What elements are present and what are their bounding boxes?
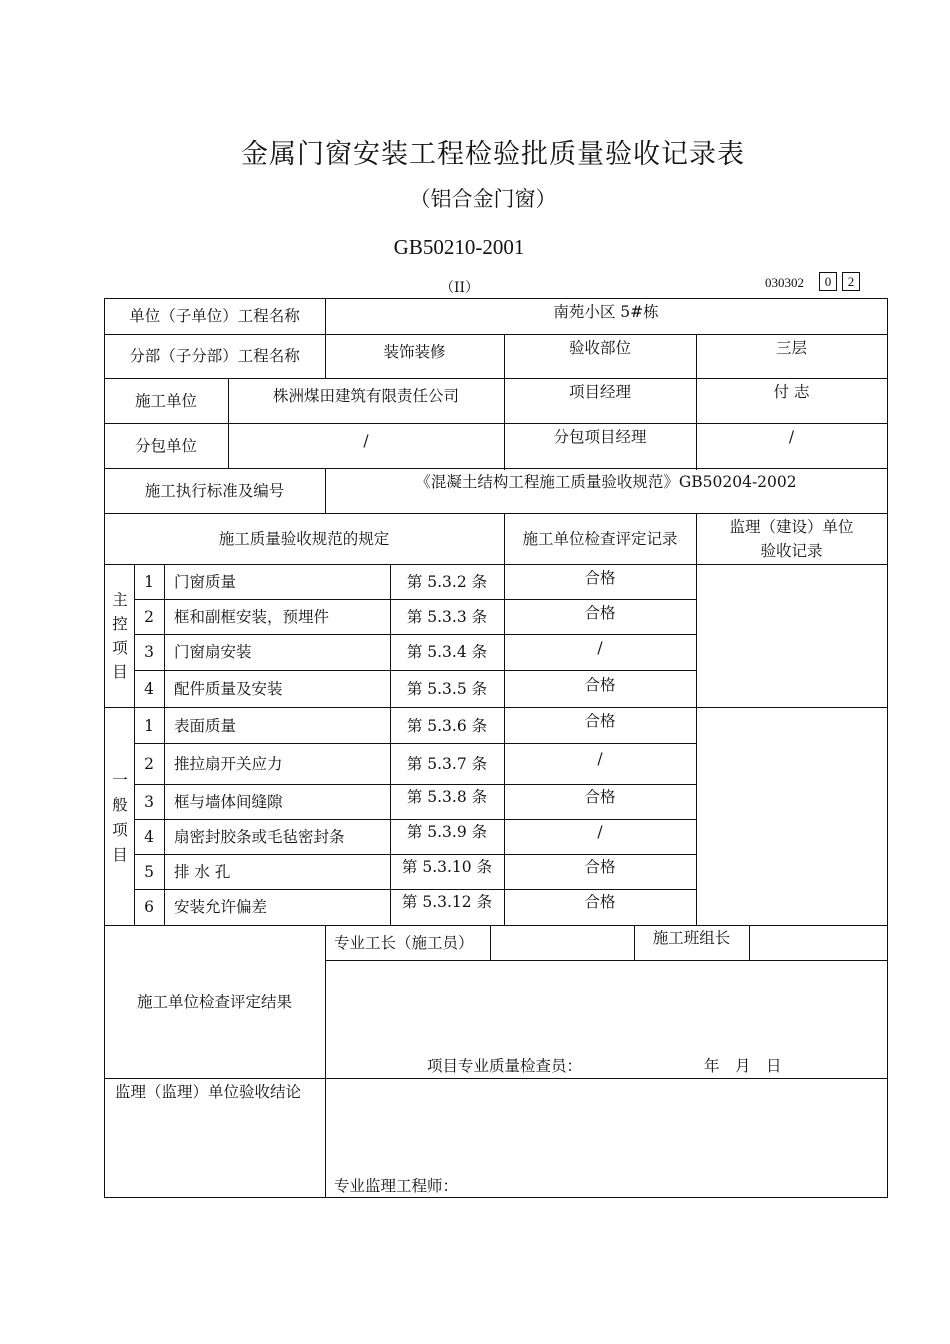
- form-number: 030302: [765, 275, 804, 290]
- item-number: 3: [144, 793, 154, 811]
- division-project-label: 分部（子分部）工程名称: [129, 347, 300, 365]
- check-record-header: 施工单位检查评定记录: [522, 530, 678, 548]
- item-clause: 第 5.3.10 条: [401, 858, 493, 876]
- team-leader-label: 施工班组长: [652, 929, 731, 947]
- section-number: （II）: [440, 280, 480, 296]
- general-group-char-3: 项: [112, 821, 128, 839]
- item-result: /: [597, 639, 603, 657]
- main-group-char-1: 主: [112, 591, 128, 609]
- check-result-label: 施工单位检查评定结果: [136, 993, 292, 1011]
- inspection-part-label: 验收部位: [568, 339, 631, 357]
- item-number: 5: [144, 863, 154, 881]
- item-name: 门窗质量: [174, 573, 237, 591]
- item-clause: 第 5.3.7 条: [406, 755, 488, 773]
- sub-manager-label: 分包项目经理: [553, 428, 647, 446]
- item-name: 排 水 孔: [174, 863, 231, 881]
- item-clause: 第 5.3.4 条: [406, 643, 488, 661]
- spec-header: 施工质量验收规范的规定: [218, 530, 390, 548]
- document-subtitle: （铝合金门窗）: [409, 187, 557, 211]
- subcontractor-value: /: [363, 432, 369, 450]
- item-result: 合格: [584, 788, 616, 806]
- item-result: 合格: [584, 569, 616, 587]
- main-group-char-4: 目: [112, 663, 128, 681]
- inspection-part-value: 三层: [775, 339, 807, 357]
- item-clause: 第 5.3.3 条: [406, 608, 488, 626]
- general-group-char-2: 般: [112, 796, 128, 814]
- item-number: 4: [144, 680, 154, 698]
- exec-standard-label: 施工执行标准及编号: [144, 482, 285, 500]
- contractor-label: 施工单位: [134, 392, 197, 410]
- sub-manager-value: /: [788, 428, 795, 446]
- item-name: 配件质量及安装: [174, 680, 283, 698]
- unit-project-value: 南苑小区 5#栋: [553, 303, 659, 321]
- item-number: 1: [144, 717, 154, 735]
- item-name: 表面质量: [174, 717, 237, 735]
- supervision-header-line1: 监理（建设）单位: [729, 518, 854, 536]
- item-name: 推拉扇开关应力: [174, 755, 283, 773]
- item-name: 扇密封胶条或毛毡密封条: [174, 828, 345, 846]
- item-number: 1: [144, 573, 154, 591]
- item-result: 合格: [584, 604, 616, 622]
- item-result: 合格: [584, 712, 616, 730]
- item-result: 合格: [584, 676, 616, 694]
- main-group-char-2: 控: [112, 615, 128, 633]
- item-clause: 第 5.3.6 条: [406, 717, 488, 735]
- item-clause: 第 5.3.2 条: [406, 573, 488, 591]
- general-group-char-1: 一: [112, 771, 128, 789]
- item-number: 3: [144, 643, 154, 661]
- item-result: /: [597, 750, 603, 768]
- supervision-conclusion-label: 监理（监理）单位验收结论: [115, 1083, 302, 1101]
- document-title: 金属门窗安装工程检验批质量验收记录表: [241, 139, 745, 170]
- item-number: 2: [144, 608, 154, 626]
- item-clause: 第 5.3.8 条: [406, 788, 488, 806]
- item-number: 2: [144, 755, 154, 773]
- main-group-char-3: 项: [112, 639, 128, 657]
- form-box-2: 2: [842, 272, 860, 291]
- item-number: 4: [144, 828, 154, 846]
- unit-project-label: 单位（子单位）工程名称: [129, 307, 300, 325]
- exec-standard-value: 《混凝土结构工程施工质量验收规范》GB50204-2002: [415, 473, 797, 491]
- general-group-char-4: 目: [112, 846, 128, 864]
- signature-date: 年 月 日: [704, 1057, 782, 1075]
- item-clause: 第 5.3.12 条: [401, 893, 493, 911]
- item-name: 门窗扇安装: [174, 643, 252, 661]
- item-name: 安装允许偏差: [174, 898, 268, 916]
- item-name: 框和副框安装，预埋件: [174, 608, 330, 626]
- division-project-value: 装饰装修: [383, 343, 446, 361]
- project-manager-value: 付 志: [773, 383, 810, 401]
- quality-inspector-label: 项目专业质量检查员：: [427, 1057, 583, 1075]
- item-result: 合格: [584, 893, 616, 911]
- subcontractor-label: 分包单位: [134, 437, 197, 455]
- supervision-header-line2: 验收记录: [760, 542, 823, 560]
- item-name: 框与墙体间缝隙: [174, 793, 283, 811]
- project-manager-label: 项目经理: [568, 383, 631, 401]
- form-box-1: 0: [819, 272, 837, 291]
- item-number: 6: [144, 898, 154, 916]
- foreman-label: 专业工长（施工员）: [334, 934, 474, 952]
- item-clause: 第 5.3.9 条: [406, 823, 488, 841]
- standard-code: GB50210-2001: [393, 235, 525, 259]
- contractor-value: 株洲煤田建筑有限责任公司: [272, 387, 459, 405]
- item-clause: 第 5.3.5 条: [406, 680, 488, 698]
- item-result: /: [597, 823, 603, 841]
- item-result: 合格: [584, 858, 616, 876]
- supervisor-engineer-label: 专业监理工程师：: [334, 1177, 459, 1195]
